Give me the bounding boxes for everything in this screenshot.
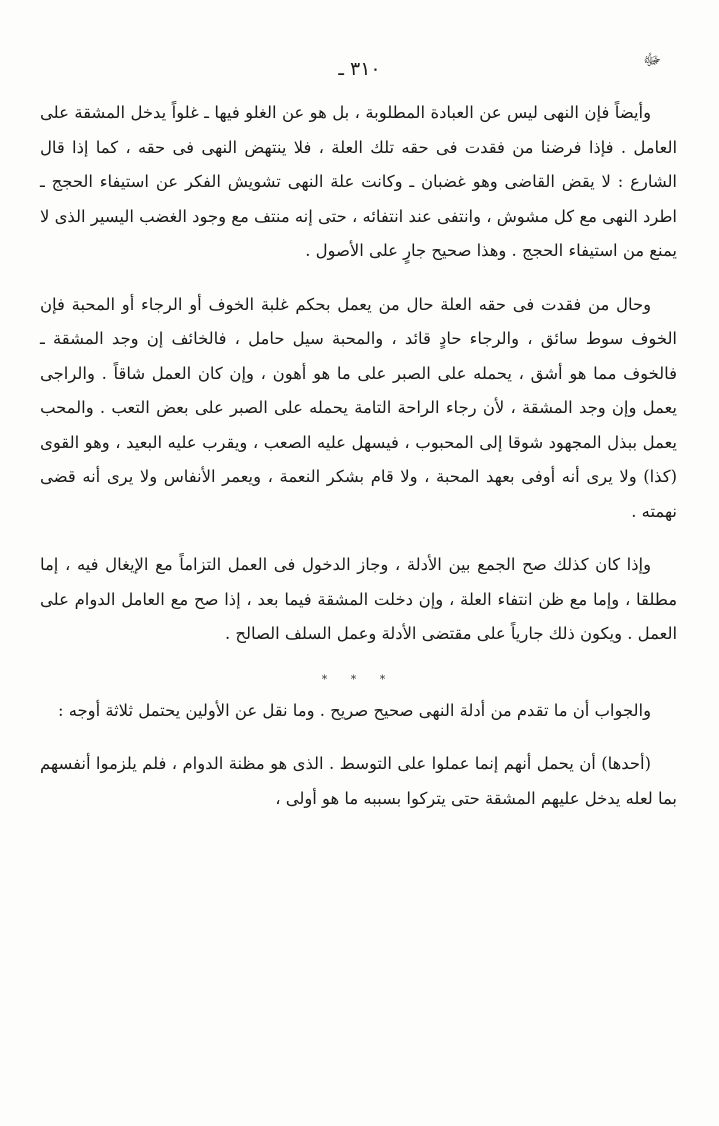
- section-separator: * * *: [321, 672, 396, 686]
- paragraph-5: (أحدها) أن يحمل أنهم إنما عملوا على التوسط . الذى هو مظنة الدوام ، فلم يلزموا أنفسهم بما لعله يدخل عليهم المشقة حتى يتركوا بسببه ما هو أولى ،: [40, 754, 677, 808]
- corner-mark: ﷻ: [642, 50, 661, 69]
- page-number: ٣١٠ ـ: [338, 58, 381, 80]
- paragraph-4: والجواب أن ما تقدم من أدلة النهى صحيح صريح . وما نقل عن الأولين يحتمل ثلاثة أوجه :: [58, 700, 651, 720]
- paragraph-3: وإذا كان كذلك صح الجمع بين الأدلة ، وجاز الدخول فى العمل التزاماً مع الإيغال فيه ، إما مطلقا ، وإما مع ظن انتفاء العلة ، وإن دخلت المشقة فيما بعد ، إذا صح مع العامل الدوام على العمل . ويكون ذلك جارياً على مقتضى الأدلة وعمل السلف الصالح .: [40, 555, 677, 643]
- paragraph-2: وحال من فقدت فى حقه العلة حال من يعمل بحكم غلبة الخوف أو الرجاء أو المحبة فإن الخوف سوط سائق ، والرجاء حادٍ قائد ، والمحبة سيل حامل ، فالخائف إن وجد المشقة ـ فالخوف مما هو أشق ، يحمله على الصبر على ما هو أهون ، وإن كان العمل شاقاً . والراجى يعمل وإن وجد المشقة ، لأن رجاء الراحة التامة يحمله على الصبر على بعض التعب . والمحب يعمل ببذل المجهود شوقا إلى المحبوب ، فيسهل عليه الصعب ، ويقرب عليه البعيد ، وهو القوى (كذا) ولا يرى أنه أوفى بعهد المحبة ، ولا قام بشكر النعمة ، ويعمر الأنفاس ولا يرى أنه قضى نهمته .: [40, 294, 677, 521]
- paragraph-1: وأيضاً فإن النهى ليس عن العبادة المطلوبة ، بل هو عن الغلو فيها ـ غلواً يدخل المشقة على العامل . فإذا فرضنا من فقدت فى حقه تلك العلة ، فلا ينتهض النهى فى حقه ، كما إذا قال الشارع : لا يقض القاضى وهو غضبان ـ وكانت علة النهى تشويش الفكر عن استيفاء الحجج ـ اطرد النهى مع كل مشوش ، وانتفى عند انتفائه ، حتى إنه منتف مع وجود الغضب اليسير الذى لا يمنع من استيفاء الحجج . وهذا صحيح جارٍ على الأصول .: [40, 103, 677, 260]
- page-body: [40, 96, 677, 816]
